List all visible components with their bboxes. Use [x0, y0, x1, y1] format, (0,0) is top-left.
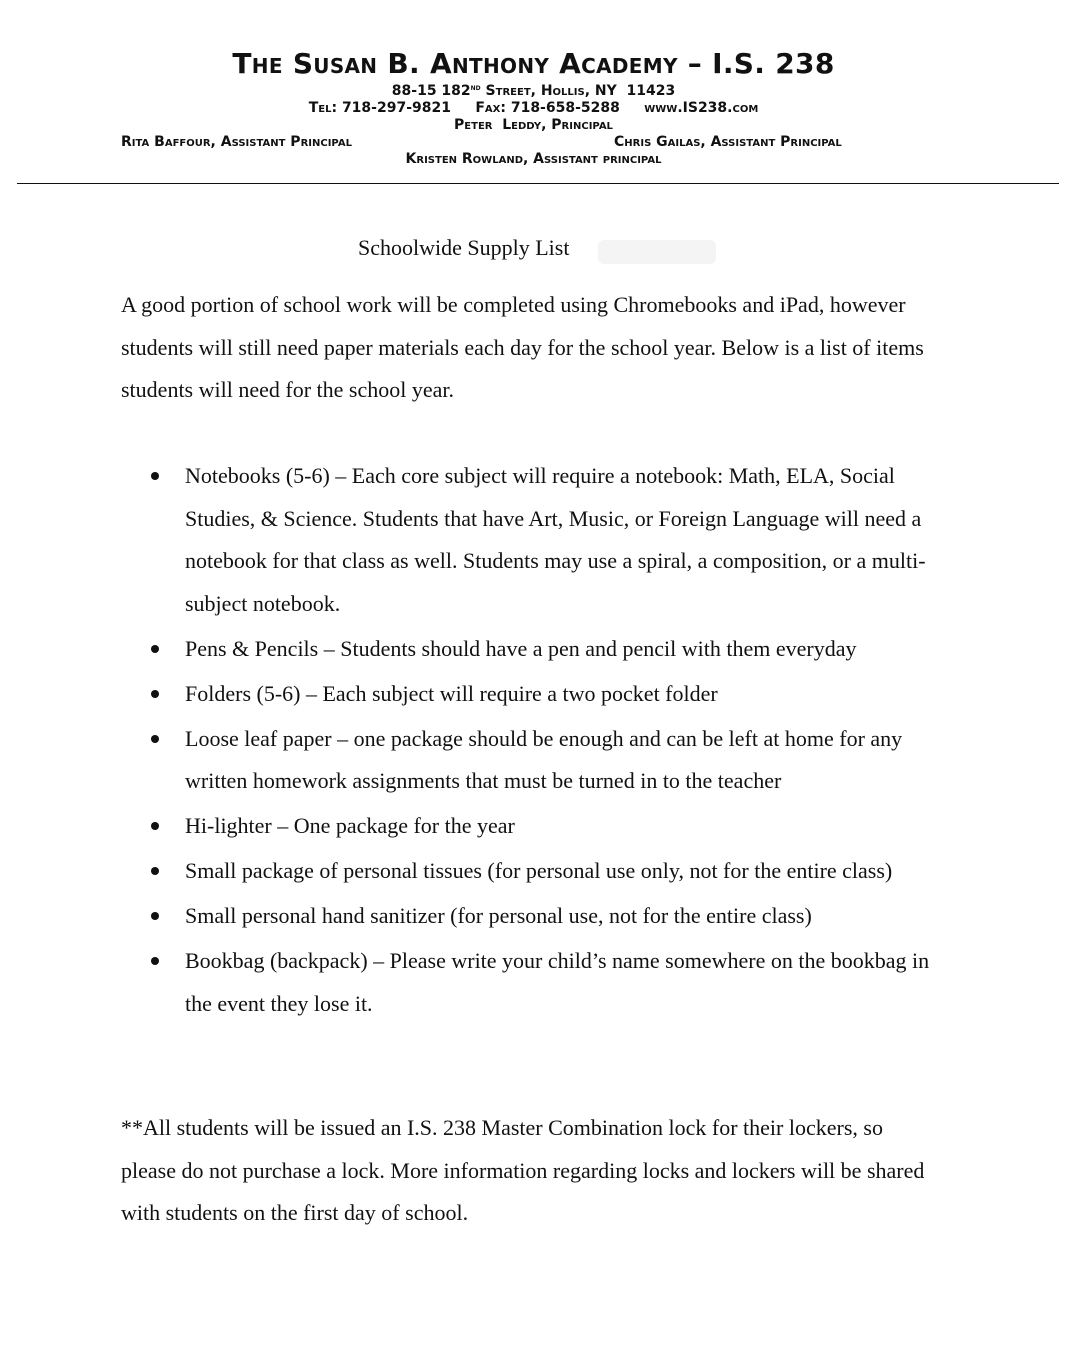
school-name: The Susan B. Anthony Academy – I.S. 238: [232, 47, 835, 80]
redacted-text-block: [598, 240, 716, 264]
supply-item-tissues: [185, 850, 955, 893]
supply-list: [185, 455, 955, 1028]
assistant-principal-left: Rita Baffour, Assistant Principal: [121, 134, 352, 150]
lock-footnote: **All students will be issued an I.S. 238 Master Combination lock for their lockers, so please do not purchase a lock. More information regarding locks and lockers will be shared with students on the first day of school.: [121, 1115, 925, 1225]
supply-item-text: Bookbag (backpack) – Please write your child’s name somewhere on the bookbag in the event they lose it.: [185, 948, 930, 1016]
supply-item-text: Loose leaf paper – one package should be enough and can be left at home for any written homework assignments that must be turned in to the teacher: [185, 725, 903, 793]
school-contact-info: Tel: 718-297-9821 Fax: 718-658-5288 www.IS238.com: [308, 100, 759, 116]
supply-item-text: Folders (5-6) – Each subject will require a two pocket folder: [185, 680, 718, 706]
supply-item-bookbag: [185, 940, 955, 1025]
supply-item-pens-pencils: [185, 628, 955, 671]
school-address: [0, 84, 1067, 98]
bullet-icon: [151, 822, 159, 830]
principal-name: Peter Leddy, Principal: [454, 117, 613, 133]
supply-item-text: Notebooks (5-6) – Each core subject will require a notebook: Math, ELA, Social Studies, & Science. Students that have Art, Music, or Foreign Language will need a notebook for that class as well. Students may use a spiral, a composition, or a multi-subject notebook.: [185, 463, 926, 616]
intro-paragraph: A good portion of school work will be completed using Chromebooks and iPad, however students will still need paper materials each day for the school year. Below is a list of items students will need for the school year.: [121, 292, 924, 402]
supply-item-folders: [185, 673, 955, 716]
bullet-icon: [151, 472, 159, 480]
bullet-icon: [151, 690, 159, 698]
letterhead-divider: [17, 183, 1059, 184]
supply-item-loose-leaf-paper: [185, 718, 955, 803]
supply-item-hi-lighter: [185, 805, 955, 848]
supply-item-hand-sanitizer: [185, 895, 955, 938]
document-title: Schoolwide Supply List: [358, 235, 570, 260]
bullet-icon: [151, 912, 159, 920]
address-ordinal-suffix: nd: [470, 83, 481, 92]
bullet-icon: [151, 735, 159, 743]
address-number: 88-15 182: [391, 83, 471, 99]
assistant-principals-row: [0, 135, 1067, 152]
supply-item-notebooks: [185, 455, 955, 625]
assistant-principal-right: Chris Gailas, Assistant Principal: [614, 134, 842, 150]
supply-item-text: Hi-lighter – One package for the year: [185, 813, 515, 838]
supply-item-text: Small personal hand sanitizer (for personal use, not for the entire class): [185, 903, 812, 928]
supply-item-text: Small package of personal tissues (for personal use only, not for the entire class): [185, 858, 893, 883]
bullet-icon: [151, 957, 159, 965]
supply-item-text: Pens & Pencils – Students should have a pen and pencil with them everyday: [185, 635, 857, 661]
bullet-icon: [151, 645, 159, 653]
address-street-city: Street, Hollis, NY 11423: [480, 83, 676, 99]
bullet-icon: [151, 867, 159, 875]
letterhead: [0, 47, 1067, 169]
assistant-principal-bottom: Kristen Rowland, Assistant principal: [405, 151, 662, 167]
